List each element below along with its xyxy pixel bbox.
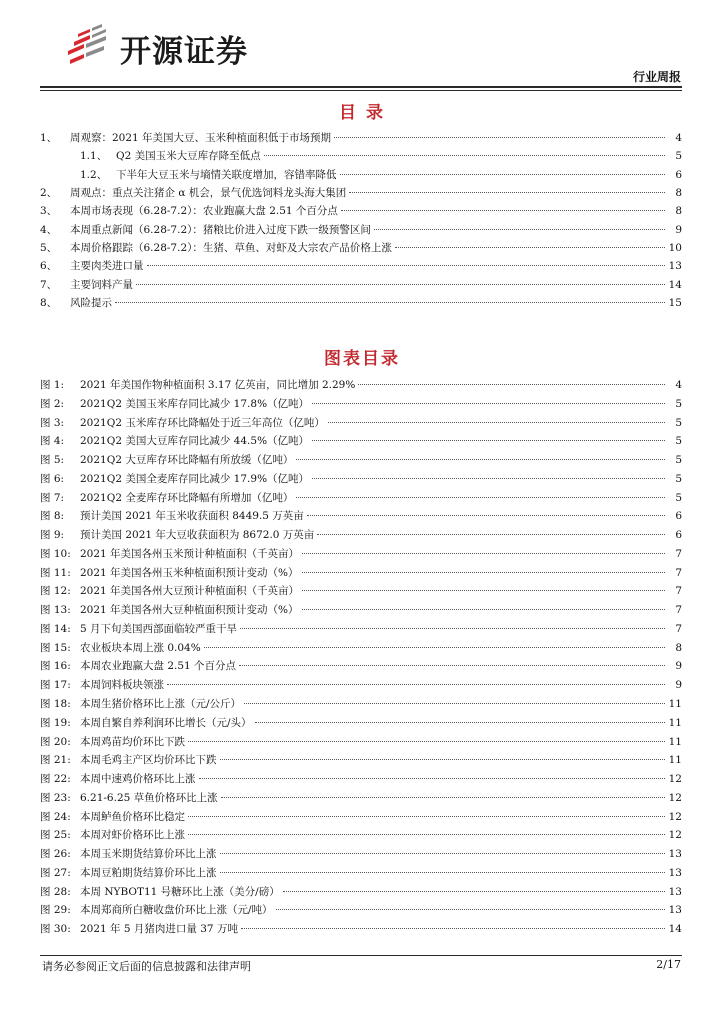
figure-entry-page: 5 bbox=[675, 416, 682, 429]
figure-entry-leader bbox=[358, 376, 665, 385]
toc-entry[interactable] bbox=[40, 221, 682, 239]
toc-entry-number: 1.2、 bbox=[80, 168, 108, 181]
figure-entry-page: 7 bbox=[675, 566, 682, 579]
figure-entry-page: 12 bbox=[668, 810, 682, 823]
figure-entry-title: 5 月下旬美国西部面临较严重干旱 bbox=[80, 622, 238, 635]
figure-entry-page: 5 bbox=[675, 491, 682, 504]
figure-entry-title: 本周豆粕期货结算价环比上涨 bbox=[80, 866, 217, 879]
toc-entry[interactable] bbox=[40, 166, 682, 184]
figure-entry[interactable] bbox=[40, 789, 682, 808]
toc-entry-leader bbox=[115, 294, 665, 303]
table-of-contents bbox=[40, 129, 682, 312]
figure-entry-page: 11 bbox=[668, 698, 682, 711]
figure-entry-leader bbox=[255, 714, 665, 723]
header-rule-thin bbox=[40, 90, 682, 91]
figure-entry[interactable] bbox=[40, 826, 682, 845]
toc-entry-title: 本周重点新闻（6.28-7.2）：猪粮比价进入过度下跌一级预警区间 bbox=[70, 223, 371, 236]
figure-entry-leader bbox=[296, 451, 665, 460]
figure-entry-number: 图 5: bbox=[40, 454, 65, 467]
page-header bbox=[0, 0, 724, 96]
toc-entry[interactable] bbox=[40, 129, 682, 147]
figure-entry[interactable] bbox=[40, 507, 682, 526]
toc-entry[interactable] bbox=[40, 257, 682, 275]
figure-entry-title: 本周中速鸡价格环比上涨 bbox=[80, 773, 196, 786]
toc-entry-number: 4、 bbox=[40, 223, 58, 236]
toc-entry-title: 主要肉类进口量 bbox=[70, 260, 144, 273]
figure-entry-number: 图 13: bbox=[40, 604, 71, 617]
toc-entry-page: 6 bbox=[675, 168, 682, 181]
figure-entry[interactable] bbox=[40, 770, 682, 789]
figure-entry-leader bbox=[302, 564, 665, 573]
figure-entry-title: 本周玉米期货结算价环比上涨 bbox=[80, 848, 217, 861]
figure-entry-number: 图 23: bbox=[40, 791, 71, 804]
figure-entry[interactable] bbox=[40, 414, 682, 433]
figure-entry[interactable] bbox=[40, 451, 682, 470]
figure-entry-page: 7 bbox=[675, 604, 682, 617]
figure-entry-number: 图 7: bbox=[40, 491, 65, 504]
toc-entry-title: 本周价格跟踪（6.28-7.2）：生猪、草鱼、对虾及大宗农产品价格上涨 bbox=[70, 242, 392, 255]
toc-entry-leader bbox=[341, 202, 665, 211]
figure-entry-title: 2021 年美国各州大豆种植面积预计变动（%） bbox=[80, 604, 299, 617]
figure-entry-leader bbox=[312, 432, 665, 441]
toc-entry-leader bbox=[136, 276, 665, 285]
figure-entry-leader bbox=[240, 620, 665, 629]
figure-entry[interactable] bbox=[40, 564, 682, 583]
logo-mark-icon bbox=[60, 20, 116, 70]
figure-entry-page: 13 bbox=[668, 848, 682, 861]
figure-entry-page: 7 bbox=[675, 585, 682, 598]
toc-entry-title: 风险提示 bbox=[70, 297, 112, 310]
toc-entry-page: 13 bbox=[668, 260, 682, 273]
figure-entry-title: 2021 年美国各州玉米预计种植面积（千英亩） bbox=[80, 547, 300, 560]
figure-entry-number: 图 27: bbox=[40, 866, 71, 879]
toc-entry-number: 6、 bbox=[40, 260, 58, 273]
figure-entry[interactable] bbox=[40, 920, 682, 939]
figure-entry-number: 图 1: bbox=[40, 379, 65, 391]
toc-entry-number: 8、 bbox=[40, 297, 58, 310]
figure-entry-page: 11 bbox=[668, 716, 682, 729]
figure-entry-title: 本周自繁自养利润环比增长（元/头） bbox=[80, 716, 252, 729]
document-type-label: 行业周报 bbox=[632, 70, 681, 84]
figure-entry-number: 图 26: bbox=[40, 848, 71, 861]
toc-entry-title: 本周市场表现（6.28-7.2）：农业跑赢大盘 2.51 个百分点 bbox=[70, 205, 338, 218]
figure-entry-page: 5 bbox=[675, 397, 682, 410]
toc-entry-leader bbox=[374, 221, 665, 230]
figure-entry-title: 预计美国 2021 年大豆收获面积为 8672.0 万英亩 bbox=[80, 529, 315, 542]
company-logo bbox=[60, 20, 290, 70]
figure-entry[interactable] bbox=[40, 676, 682, 695]
figure-entry[interactable] bbox=[40, 733, 682, 752]
logo-text: 开源证券 bbox=[120, 34, 248, 70]
figure-entry-title: 预计美国 2021 年玉米收获面积 8449.5 万英亩 bbox=[80, 510, 304, 523]
toc-entry-page: 14 bbox=[668, 278, 682, 291]
toc-entry-leader bbox=[334, 129, 665, 138]
figure-entry-number: 图 4: bbox=[40, 435, 65, 448]
figure-entry-leader bbox=[204, 639, 665, 648]
figure-entry-leader bbox=[302, 545, 665, 554]
figure-entry-number: 图 8: bbox=[40, 510, 65, 523]
figure-entry-page: 9 bbox=[675, 660, 682, 673]
figure-entry-leader bbox=[241, 920, 665, 929]
figure-entry-number: 图 19: bbox=[40, 716, 71, 729]
figure-entry-title: 本周鸡苗均价环比下跌 bbox=[80, 735, 185, 748]
toc-entry[interactable] bbox=[40, 276, 682, 294]
figure-entry-number: 图 9: bbox=[40, 529, 65, 542]
figure-entry[interactable] bbox=[40, 639, 682, 658]
toc-entry-leader bbox=[147, 257, 666, 266]
figure-entry-title: 本周鲈鱼价格环比稳定 bbox=[80, 810, 185, 823]
figure-entry-title: 本周生猪价格环比上涨（元/公斤） bbox=[80, 698, 242, 711]
figure-entry[interactable] bbox=[40, 470, 682, 489]
figure-entry[interactable] bbox=[40, 545, 682, 564]
figure-entry[interactable] bbox=[40, 751, 682, 770]
toc-entry-leader bbox=[264, 147, 665, 156]
toc-entry-number: 1.1、 bbox=[80, 150, 108, 163]
figure-entry-leader bbox=[317, 526, 665, 535]
figure-entry-title: 6.21-6.25 草鱼价格环比上涨 bbox=[80, 791, 218, 804]
figure-entry-number: 图 12: bbox=[40, 585, 71, 598]
figure-entry-page: 12 bbox=[668, 791, 682, 804]
figure-entry-title: 2021Q2 美国大豆库存同比减少 44.5%（亿吨） bbox=[80, 435, 310, 448]
figure-entry-page: 14 bbox=[668, 923, 682, 936]
figure-entry-leader bbox=[312, 470, 665, 479]
figure-entry-leader bbox=[244, 695, 665, 704]
header-rule bbox=[40, 86, 682, 88]
toc-entry-leader bbox=[340, 166, 666, 175]
figure-entry-leader bbox=[283, 883, 665, 892]
figure-entry[interactable] bbox=[40, 432, 682, 451]
figure-entry-number: 图 30: bbox=[40, 923, 71, 936]
figure-entry-page: 12 bbox=[668, 829, 682, 842]
list-of-figures bbox=[40, 376, 682, 939]
figure-entry-number: 图 25: bbox=[40, 829, 71, 842]
toc-entry-number: 5、 bbox=[40, 242, 58, 255]
figure-entry-page: 11 bbox=[668, 735, 682, 748]
figure-entry-leader bbox=[221, 789, 665, 798]
figure-entry-page: 6 bbox=[675, 510, 682, 523]
toc-entry-title: 下半年大豆玉米与墒情关联度增加，容错率降低 bbox=[116, 168, 337, 181]
figure-entry-page: 13 bbox=[668, 866, 682, 879]
figure-entry-page: 5 bbox=[675, 454, 682, 467]
figure-entry-title: 农业板块本周上涨 0.04% bbox=[80, 641, 201, 654]
figure-entry-page: 11 bbox=[668, 754, 682, 767]
toc-entry-page: 4 bbox=[675, 132, 682, 144]
figure-entry-title: 2021 年美国各州大豆预计种植面积（千英亩） bbox=[80, 585, 300, 598]
page-number: 2/17 bbox=[656, 958, 681, 971]
figure-entry-leader bbox=[220, 864, 666, 873]
figure-entry-number: 图 20: bbox=[40, 735, 71, 748]
figure-entry[interactable] bbox=[40, 883, 682, 902]
toc-entry-leader bbox=[349, 184, 665, 193]
figure-entry-number: 图 22: bbox=[40, 773, 71, 786]
toc-entry-title: 主要饲料产量 bbox=[70, 278, 133, 291]
toc-entry-title: 周观点：重点关注猪企 α 机会，景气优选饲料龙头海大集团 bbox=[70, 187, 347, 200]
figure-entry-number: 图 24: bbox=[40, 810, 71, 823]
figure-entry-number: 图 6: bbox=[40, 472, 65, 485]
figure-entry-leader bbox=[199, 770, 666, 779]
figure-entry-number: 图 10: bbox=[40, 547, 71, 560]
figure-entry-title: 2021Q2 美国全麦库存同比减少 17.9%（亿吨） bbox=[80, 472, 310, 485]
toc-entry-number: 1、 bbox=[40, 132, 58, 144]
figure-entry-number: 图 11: bbox=[40, 566, 71, 579]
figure-entry-page: 7 bbox=[675, 547, 682, 560]
figure-entry[interactable] bbox=[40, 808, 682, 827]
figure-entry-leader bbox=[188, 808, 665, 817]
figure-entry-number: 图 29: bbox=[40, 904, 71, 917]
figure-entry-leader bbox=[307, 507, 665, 516]
figure-entry-leader bbox=[276, 901, 665, 910]
figure-entry-page: 8 bbox=[675, 641, 682, 654]
figure-entry-title: 2021Q2 美国玉米库存同比减少 17.8%（亿吨） bbox=[80, 397, 310, 410]
toc-entry-number: 2、 bbox=[40, 187, 58, 200]
figure-entry-leader bbox=[312, 395, 665, 404]
toc-entry[interactable] bbox=[40, 147, 682, 165]
figure-entry-leader bbox=[188, 826, 665, 835]
figure-entry-title: 本周对虾价格环比上涨 bbox=[80, 829, 185, 842]
figure-entry[interactable] bbox=[40, 582, 682, 601]
toc-entry[interactable] bbox=[40, 294, 682, 312]
figure-entry-number: 图 18: bbox=[40, 698, 71, 711]
figure-entry-title: 2021 年美国各州玉米种植面积预计变动（%） bbox=[80, 566, 299, 579]
figure-entry-leader bbox=[220, 751, 666, 760]
toc-entry-page: 5 bbox=[675, 150, 682, 163]
figure-entry-number: 图 3: bbox=[40, 416, 65, 429]
toc-entry[interactable] bbox=[40, 184, 682, 202]
figure-entry-title: 本周农业跑赢大盘 2.51 个百分点 bbox=[80, 660, 237, 673]
figure-entry-title: 本周郑商所白糖收盘价环比上涨（元/吨） bbox=[80, 904, 273, 917]
figure-entry[interactable] bbox=[40, 376, 682, 395]
figure-entry-leader bbox=[239, 657, 665, 666]
figure-entry-title: 2021 年美国作物种植面积 3.17 亿英亩，同比增加 2.29% bbox=[80, 379, 356, 391]
figure-entry-title: 2021 年 5 月猪肉进口量 37 万吨 bbox=[80, 923, 238, 936]
toc-entry-title: Q2 美国玉米大豆库存降至低点 bbox=[116, 150, 261, 163]
figure-entry[interactable] bbox=[40, 489, 682, 508]
figure-entry-page: 13 bbox=[668, 885, 682, 898]
toc-title: 目 录 bbox=[339, 103, 385, 123]
figure-entry-number: 图 28: bbox=[40, 885, 71, 898]
figure-entry-number: 图 2: bbox=[40, 397, 65, 410]
figure-entry-page: 7 bbox=[675, 622, 682, 635]
toc-entry[interactable] bbox=[40, 239, 682, 257]
figure-entry-page: 5 bbox=[675, 472, 682, 485]
toc-entry-number: 3、 bbox=[40, 205, 58, 218]
figure-entry-leader bbox=[302, 601, 665, 610]
figure-entry[interactable] bbox=[40, 714, 682, 733]
figure-entry[interactable] bbox=[40, 526, 682, 545]
figure-entry-leader bbox=[167, 676, 665, 685]
figure-entry-leader bbox=[188, 733, 665, 742]
figure-entry-page: 5 bbox=[675, 435, 682, 448]
figure-entry-page: 13 bbox=[668, 904, 682, 917]
figure-entry-number: 图 14: bbox=[40, 622, 71, 635]
figure-entry-title: 2021Q2 全麦库存环比降幅有所增加（亿吨） bbox=[80, 491, 294, 504]
figure-entry-leader bbox=[302, 582, 665, 591]
figure-entry[interactable] bbox=[40, 657, 682, 676]
toc-entry-page: 9 bbox=[675, 223, 682, 236]
toc-entry[interactable] bbox=[40, 202, 682, 220]
footer-disclaimer: 请务必参阅正文后面的信息披露和法律声明 bbox=[42, 960, 251, 973]
figure-entry[interactable] bbox=[40, 845, 682, 864]
figure-entry[interactable] bbox=[40, 601, 682, 620]
figure-entry-number: 图 16: bbox=[40, 660, 71, 673]
figure-entry-leader bbox=[296, 489, 665, 498]
figure-entry[interactable] bbox=[40, 620, 682, 639]
figure-entry-number: 图 15: bbox=[40, 641, 71, 654]
figures-list-title: 图表目录 bbox=[324, 349, 400, 369]
figure-entry-title: 本周饲料板块领涨 bbox=[80, 679, 164, 692]
figure-entry[interactable] bbox=[40, 901, 682, 920]
footer-rule bbox=[40, 955, 682, 956]
figure-entry-title: 2021Q2 大豆库存环比降幅有所放缓（亿吨） bbox=[80, 454, 294, 467]
figure-entry-title: 本周毛鸡主产区均价环比下跌 bbox=[80, 754, 217, 767]
figure-entry-number: 图 21: bbox=[40, 754, 71, 767]
figure-entry-title: 本周 NYBOT11 号糖环比上涨（美分/磅） bbox=[80, 885, 280, 898]
toc-entry-title: 周观察：2021 年美国大豆、玉米种植面积低于市场预期 bbox=[70, 132, 332, 144]
figure-entry-leader bbox=[328, 414, 665, 423]
figure-entry-page: 12 bbox=[668, 773, 682, 786]
figure-entry-page: 4 bbox=[675, 379, 682, 391]
figure-entry-title: 2021Q2 玉米库存环比降幅处于近三年高位（亿吨） bbox=[80, 416, 325, 429]
figure-entry-leader bbox=[220, 845, 666, 854]
figure-entry[interactable] bbox=[40, 864, 682, 883]
figure-entry[interactable] bbox=[40, 695, 682, 714]
toc-entry-leader bbox=[395, 239, 665, 248]
figure-entry-number: 图 17: bbox=[40, 679, 71, 692]
toc-entry-number: 7、 bbox=[40, 278, 58, 291]
figure-entry[interactable] bbox=[40, 395, 682, 414]
figure-entry-page: 9 bbox=[675, 679, 682, 692]
toc-entry-page: 15 bbox=[668, 297, 682, 310]
figure-entry-page: 6 bbox=[675, 529, 682, 542]
toc-entry-page: 10 bbox=[668, 242, 682, 255]
toc-entry-page: 8 bbox=[675, 187, 682, 200]
toc-entry-page: 8 bbox=[675, 205, 682, 218]
